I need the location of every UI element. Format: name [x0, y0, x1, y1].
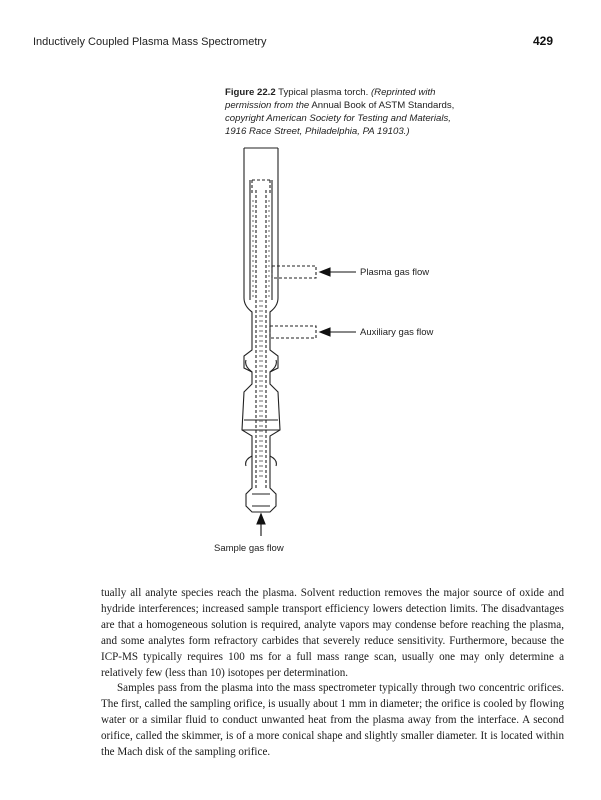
- paragraph: tually all analyte species reach the plasma. Solvent reduction removes the major source of oxide and hydride interferences; increased sample transport efficiency lowers detection limits. The disadvantages are that a homogeneous solution is required, analyte vapors may condense before reaching the plasma, and some analytes form refractory carbides that severely reduce sensitivity. Furthermore, because the ICP-MS typically requires 100 ms for a full mass range scan, usually one may only determine a relatively few (less than 10) isotopes per determination.: [101, 587, 564, 679]
- body-text: [101, 586, 564, 761]
- auxiliary-gas-inlet: [270, 326, 316, 338]
- figure-credit-suffix: copyright American Society for Testing and Materials, 1916 Race Street, Philadelphia, PA 19103.): [225, 113, 451, 137]
- figure-credit-prefix: (Reprinted with permission from the: [225, 87, 436, 111]
- plasma-gas-label: Plasma gas flow: [360, 267, 430, 278]
- page-number: 429: [532, 34, 553, 48]
- plasma-gas-inlet: [272, 266, 316, 278]
- sample-gas-label: Sample gas flow: [214, 543, 284, 554]
- torch-outer-tube: [242, 148, 280, 512]
- auxiliary-gas-label: Auxiliary gas flow: [360, 327, 434, 338]
- figure-credit-source: Annual Book of ASTM Standards,: [311, 100, 455, 111]
- running-header: Inductively Coupled Plasma Mass Spectrometry: [33, 36, 267, 48]
- figure-label: Figure 22.2: [225, 87, 276, 98]
- paragraph: Samples pass from the plasma into the mass spectrometer typically through two concentric orifices. The first, called the sampling orifice, is usually about 1 mm in diameter; the orifice is cooled by flowing water or a similar fluid to conduct unwanted heat from the plasma away from the interface. A second orifice, called the skimmer, is of a more conical shape and slightly smaller diameter. It is located within the Mach disk of the sampling orifice.: [101, 682, 564, 759]
- figure-title: Typical plasma torch.: [278, 87, 369, 98]
- torch-injector-tube: [256, 190, 266, 490]
